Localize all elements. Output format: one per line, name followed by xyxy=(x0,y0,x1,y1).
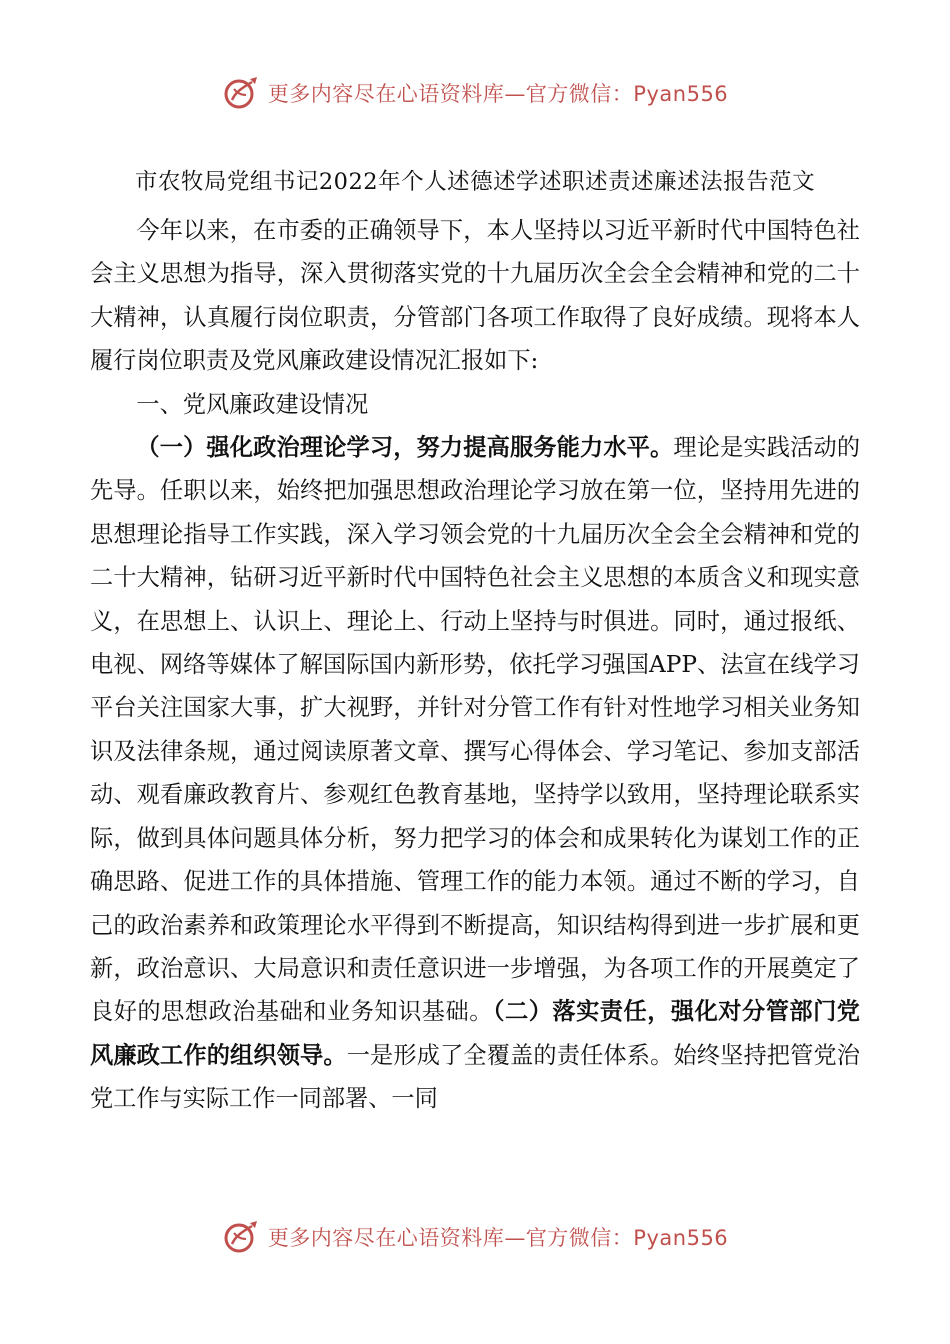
pen-swirl-logo-icon xyxy=(222,1217,262,1257)
document-body xyxy=(90,209,860,1121)
intro-paragraph: 今年以来，在市委的正确领导下，本人坚持以习近平新时代中国特色社会主义思想为指导，深入贯彻落实党的十九届历次全会全会精神和党的二十大精神，认真履行岗位职责，分管部门各项工作取得了良好成绩。现将本人履行岗位职责及党风廉政建设情况汇报如下: xyxy=(90,217,860,375)
watermark-text: 更多内容尽在心语资料库—官方微信：Pyan556 xyxy=(267,82,729,106)
subsection-2-heading: （二）落实责任，强化对分管部门党风廉政工作的组织领导。 xyxy=(90,998,860,1069)
section-heading: 一、党风廉政建设情况 xyxy=(136,390,369,418)
subsection-1-heading: （一）强化政治理论学习，努力提高服务能力水平。 xyxy=(136,434,674,462)
pen-swirl-logo-icon xyxy=(222,73,262,113)
watermark-text: 更多内容尽在心语资料库—官方微信：Pyan556 xyxy=(267,1226,729,1250)
header-watermark-banner xyxy=(0,68,950,118)
subsection-1-body: 理论是实践活动的先导。任职以来，始终把加强思想政治理论学习放在第一位，坚持用先进的思想理论指导工作实践，深入学习领会党的十九届历次全会全会精神和党的二十大精神，钻研习近平新时代中国特色社会主义思想的本质含义和现实意义，在思想上、认识上、理论上、行动上坚持与时俱进。同时，通过报纸、电视、网络等媒体了解国际国内新形势，依托学习强国APP、法宣在线学习平台关注国家大事，扩大视野，并针对分管工作有针对性地学习相关业务知识及法律条规，通过阅读原著文章、撰写心得体会、学习笔记、参加支部活动、观看廉政教育片、参观红色教育基地，坚持学以致用，坚持理论联系实际，做到具体问题具体分析，努力把学习的体会和成果转化为谋划工作的正确思路、促进工作的具体措施、管理工作的能力本领。通过不断的学习，自己的政治素养和政策理论水平得到不断提高，知识结构得到进一步扩展和更新，政治意识、大局意识和责任意识进一步增强，为各项工作的开展奠定了良好的思想政治基础和业务知识基础。 xyxy=(90,434,861,1026)
document-title: 市农牧局党组书记2022年个人述德述学述职述责述廉述法报告范文 xyxy=(134,169,816,195)
subsection-2-body: 一是形成了全覆盖的责任体系。始终坚持把管党治党工作与实际工作一同部署、一同 xyxy=(90,1041,860,1113)
subsection-1-paragraph xyxy=(90,426,860,1121)
footer-watermark-banner xyxy=(0,1212,950,1262)
